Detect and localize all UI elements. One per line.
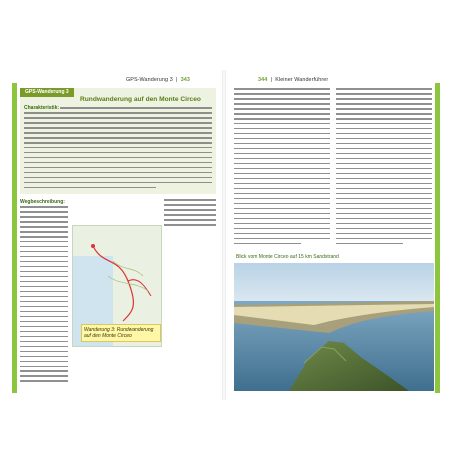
map-route-branch <box>128 280 151 296</box>
right-running-head-text: Kleiner Wanderführer <box>275 77 329 83</box>
route-map <box>72 225 162 347</box>
tour-lead-label: Charakteristik: <box>24 105 60 111</box>
directions-label: Wegbeschreibung: <box>20 199 65 205</box>
left-column-text <box>20 206 68 385</box>
map-caption: Wanderung 3: Rundwanderung auf den Monte Circeo <box>81 324 161 342</box>
left-running-head: GPS-Wanderung 3 | 343 <box>125 77 190 83</box>
coast-photo <box>234 263 434 391</box>
tour-description-text-2 <box>24 112 212 192</box>
photo-sky <box>234 263 434 303</box>
right-page <box>226 75 440 395</box>
map-start-marker <box>91 244 95 248</box>
tour-summary-box <box>20 88 216 194</box>
left-page <box>12 75 222 395</box>
left-running-head-text: GPS-Wanderung 3 <box>125 77 173 83</box>
left-page-number: 343 <box>180 77 190 83</box>
map-contour <box>113 261 143 276</box>
tour-title: Rundwanderung auf den Monte Circeo <box>80 96 201 103</box>
coast-photo-svg <box>234 263 434 391</box>
photo-caption: Blick vom Monte Circeo auf 15 km Sandstrand <box>236 254 339 260</box>
right-page-accent-bar <box>435 83 440 393</box>
right-page-number: 344 <box>258 77 268 83</box>
right-page-column-2-text <box>336 88 432 248</box>
left-page-accent-bar <box>12 83 17 393</box>
right-page-column-1-text <box>234 88 330 248</box>
right-column-text <box>164 199 216 229</box>
right-running-head: 344 | Kleiner Wanderführer <box>258 77 329 83</box>
tour-tab: GPS-Wanderung 3 <box>20 88 74 97</box>
